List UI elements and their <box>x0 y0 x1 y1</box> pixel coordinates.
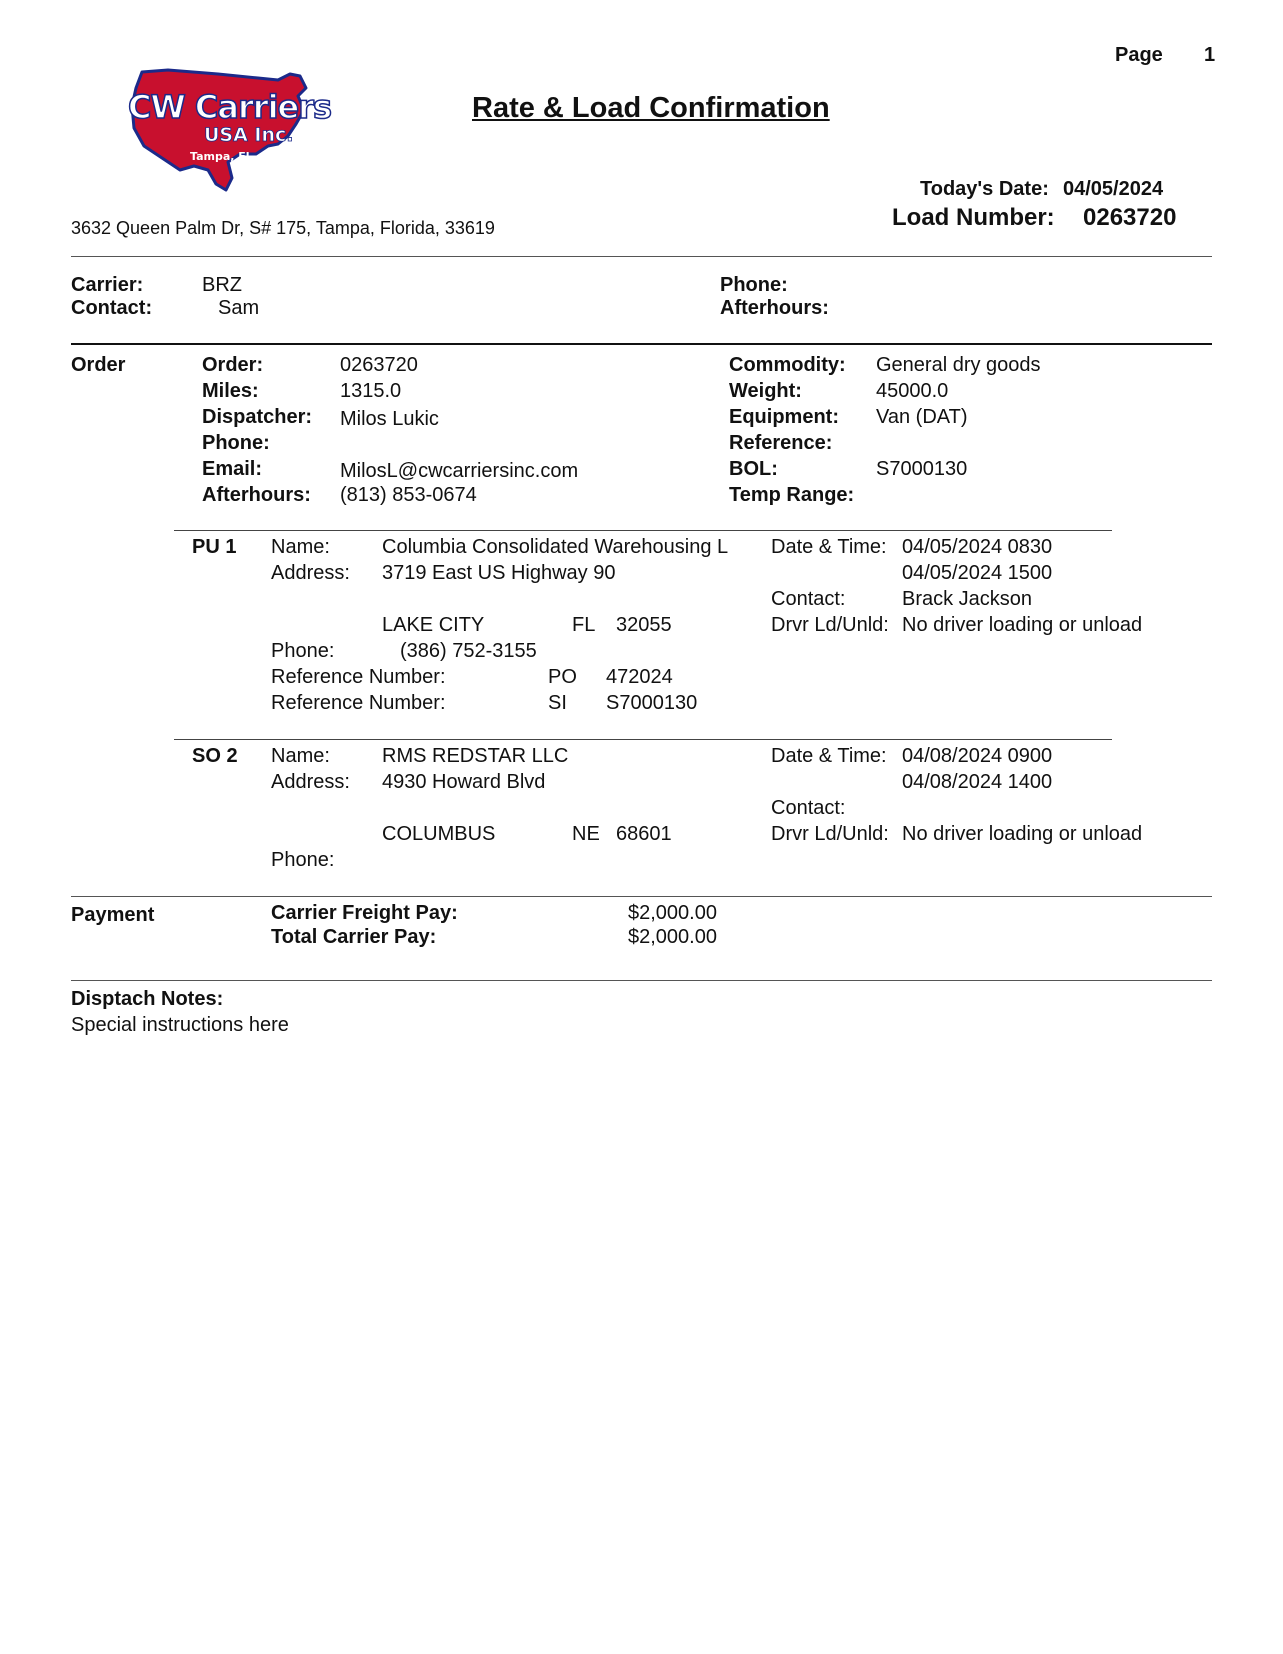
reference-number: 472024 <box>606 666 673 688</box>
stop-contact-label: Contact: <box>771 797 846 819</box>
stop-contact-label: Contact: <box>771 588 846 610</box>
page-number: 1 <box>1204 44 1216 66</box>
todays-date: 04/05/2024 <box>1063 178 1164 200</box>
company-address: 3632 Queen Palm Dr, S# 175, Tampa, Florida, 33619 <box>71 218 495 238</box>
stop-datetime-end: 04/05/2024 1500 <box>902 562 1053 584</box>
todays-date-label: Today's Date: <box>920 178 1049 200</box>
dispatch-notes-text: Special instructions here <box>71 1014 289 1036</box>
reference-number-label: Reference Number: <box>271 692 446 714</box>
commodity-value: General dry goods <box>876 354 1041 376</box>
stop-address: 3719 East US Highway 90 <box>382 562 616 584</box>
stop-drvr-label: Drvr Ld/Unld: <box>771 823 889 845</box>
stop-datetime-label: Date & Time: <box>771 536 887 558</box>
stop-drvr: No driver loading or unload <box>902 614 1143 636</box>
stop-name-label: Name: <box>271 536 330 558</box>
freight-pay-label: Carrier Freight Pay: <box>271 902 458 924</box>
email-label: Email: <box>202 458 263 480</box>
carrier-label: Carrier: <box>71 274 144 296</box>
stop-contact: Brack Jackson <box>902 588 1033 610</box>
carrier-phone-label: Phone: <box>720 274 788 296</box>
logo-line3: Tampa, Fl. <box>190 150 254 163</box>
stop-datetime-end: 04/08/2024 1400 <box>902 771 1053 793</box>
stop-zip: 32055 <box>616 614 672 636</box>
stop-zip: 68601 <box>616 823 672 845</box>
reference-type: PO <box>548 666 577 688</box>
page-label: Page <box>1115 44 1163 66</box>
reference-number: S7000130 <box>606 692 698 714</box>
commodity-label: Commodity: <box>729 354 846 376</box>
stop-address-label: Address: <box>271 771 350 793</box>
bol-label: BOL: <box>729 458 778 480</box>
carrier-afterhours-label: Afterhours: <box>720 297 829 319</box>
weight-label: Weight: <box>729 380 802 402</box>
total-pay-label: Total Carrier Pay: <box>271 926 437 948</box>
weight-value: 45000.0 <box>876 380 949 402</box>
document-title: Rate & Load Confirmation <box>472 92 830 124</box>
company-logo <box>128 66 332 194</box>
load-number-label: Load Number: <box>892 204 1055 231</box>
stop-phone: (386) 752-3155 <box>400 640 537 662</box>
email-value: MilosL@cwcarriersinc.com <box>340 460 579 482</box>
payment-section-label: Payment <box>71 904 155 926</box>
load-number: 0263720 <box>1083 204 1177 231</box>
stop-state: FL <box>572 614 596 636</box>
temp-range-label: Temp Range: <box>729 484 855 506</box>
dispatcher-label: Dispatcher: <box>202 406 313 428</box>
carrier-value: BRZ <box>202 274 242 296</box>
stop-address-label: Address: <box>271 562 350 584</box>
stop-divider <box>174 739 1112 740</box>
logo-line1: CW Carriers <box>128 88 332 126</box>
reference-number-label: Reference Number: <box>271 666 446 688</box>
contact-label: Contact: <box>71 297 153 319</box>
reference-type: SI <box>548 692 567 714</box>
dispatcher-value: Milos Lukic <box>340 408 439 430</box>
stop-datetime-start: 04/08/2024 0900 <box>902 745 1053 767</box>
stop-code: PU 1 <box>192 536 237 558</box>
equipment-value: Van (DAT) <box>876 406 968 428</box>
carrier-divider <box>71 343 1212 345</box>
dispatcher-phone-label: Phone: <box>202 432 270 454</box>
stop-address: 4930 Howard Blvd <box>382 771 546 793</box>
stop-name-label: Name: <box>271 745 330 767</box>
order-section-label: Order <box>71 354 126 376</box>
freight-pay-value: $2,000.00 <box>628 902 717 924</box>
stop-state: NE <box>572 823 600 845</box>
miles-value: 1315.0 <box>340 380 402 402</box>
header-divider <box>71 256 1212 257</box>
payment-divider <box>71 896 1212 897</box>
stop-city: COLUMBUS <box>382 823 496 845</box>
stop-drvr: No driver loading or unload <box>902 823 1143 845</box>
notes-divider <box>71 980 1212 981</box>
stop-divider <box>174 530 1112 531</box>
reference-label: Reference: <box>729 432 833 454</box>
stop-city: LAKE CITY <box>382 614 485 636</box>
total-pay-value: $2,000.00 <box>628 926 717 948</box>
contact-value: Sam <box>218 297 260 319</box>
miles-label: Miles: <box>202 380 259 402</box>
stop-phone-label: Phone: <box>271 640 335 662</box>
order-label: Order: <box>202 354 264 376</box>
stop-drvr-label: Drvr Ld/Unld: <box>771 614 889 636</box>
stop-datetime-label: Date & Time: <box>771 745 887 767</box>
bol-value: S7000130 <box>876 458 968 480</box>
equipment-label: Equipment: <box>729 406 839 428</box>
stop-name: Columbia Consolidated Warehousing L <box>382 536 729 558</box>
stop-phone-label: Phone: <box>271 849 335 871</box>
stop-name: RMS REDSTAR LLC <box>382 745 569 767</box>
dispatch-notes-label: Disptach Notes: <box>71 988 224 1010</box>
order-value: 0263720 <box>340 354 418 376</box>
stop-datetime-start: 04/05/2024 0830 <box>902 536 1053 558</box>
dispatcher-afterhours-label: Afterhours: <box>202 484 311 506</box>
logo-line2: USA Inc. <box>204 124 294 146</box>
dispatcher-afterhours-value: (813) 853-0674 <box>340 484 477 506</box>
stop-code: SO 2 <box>192 745 238 767</box>
